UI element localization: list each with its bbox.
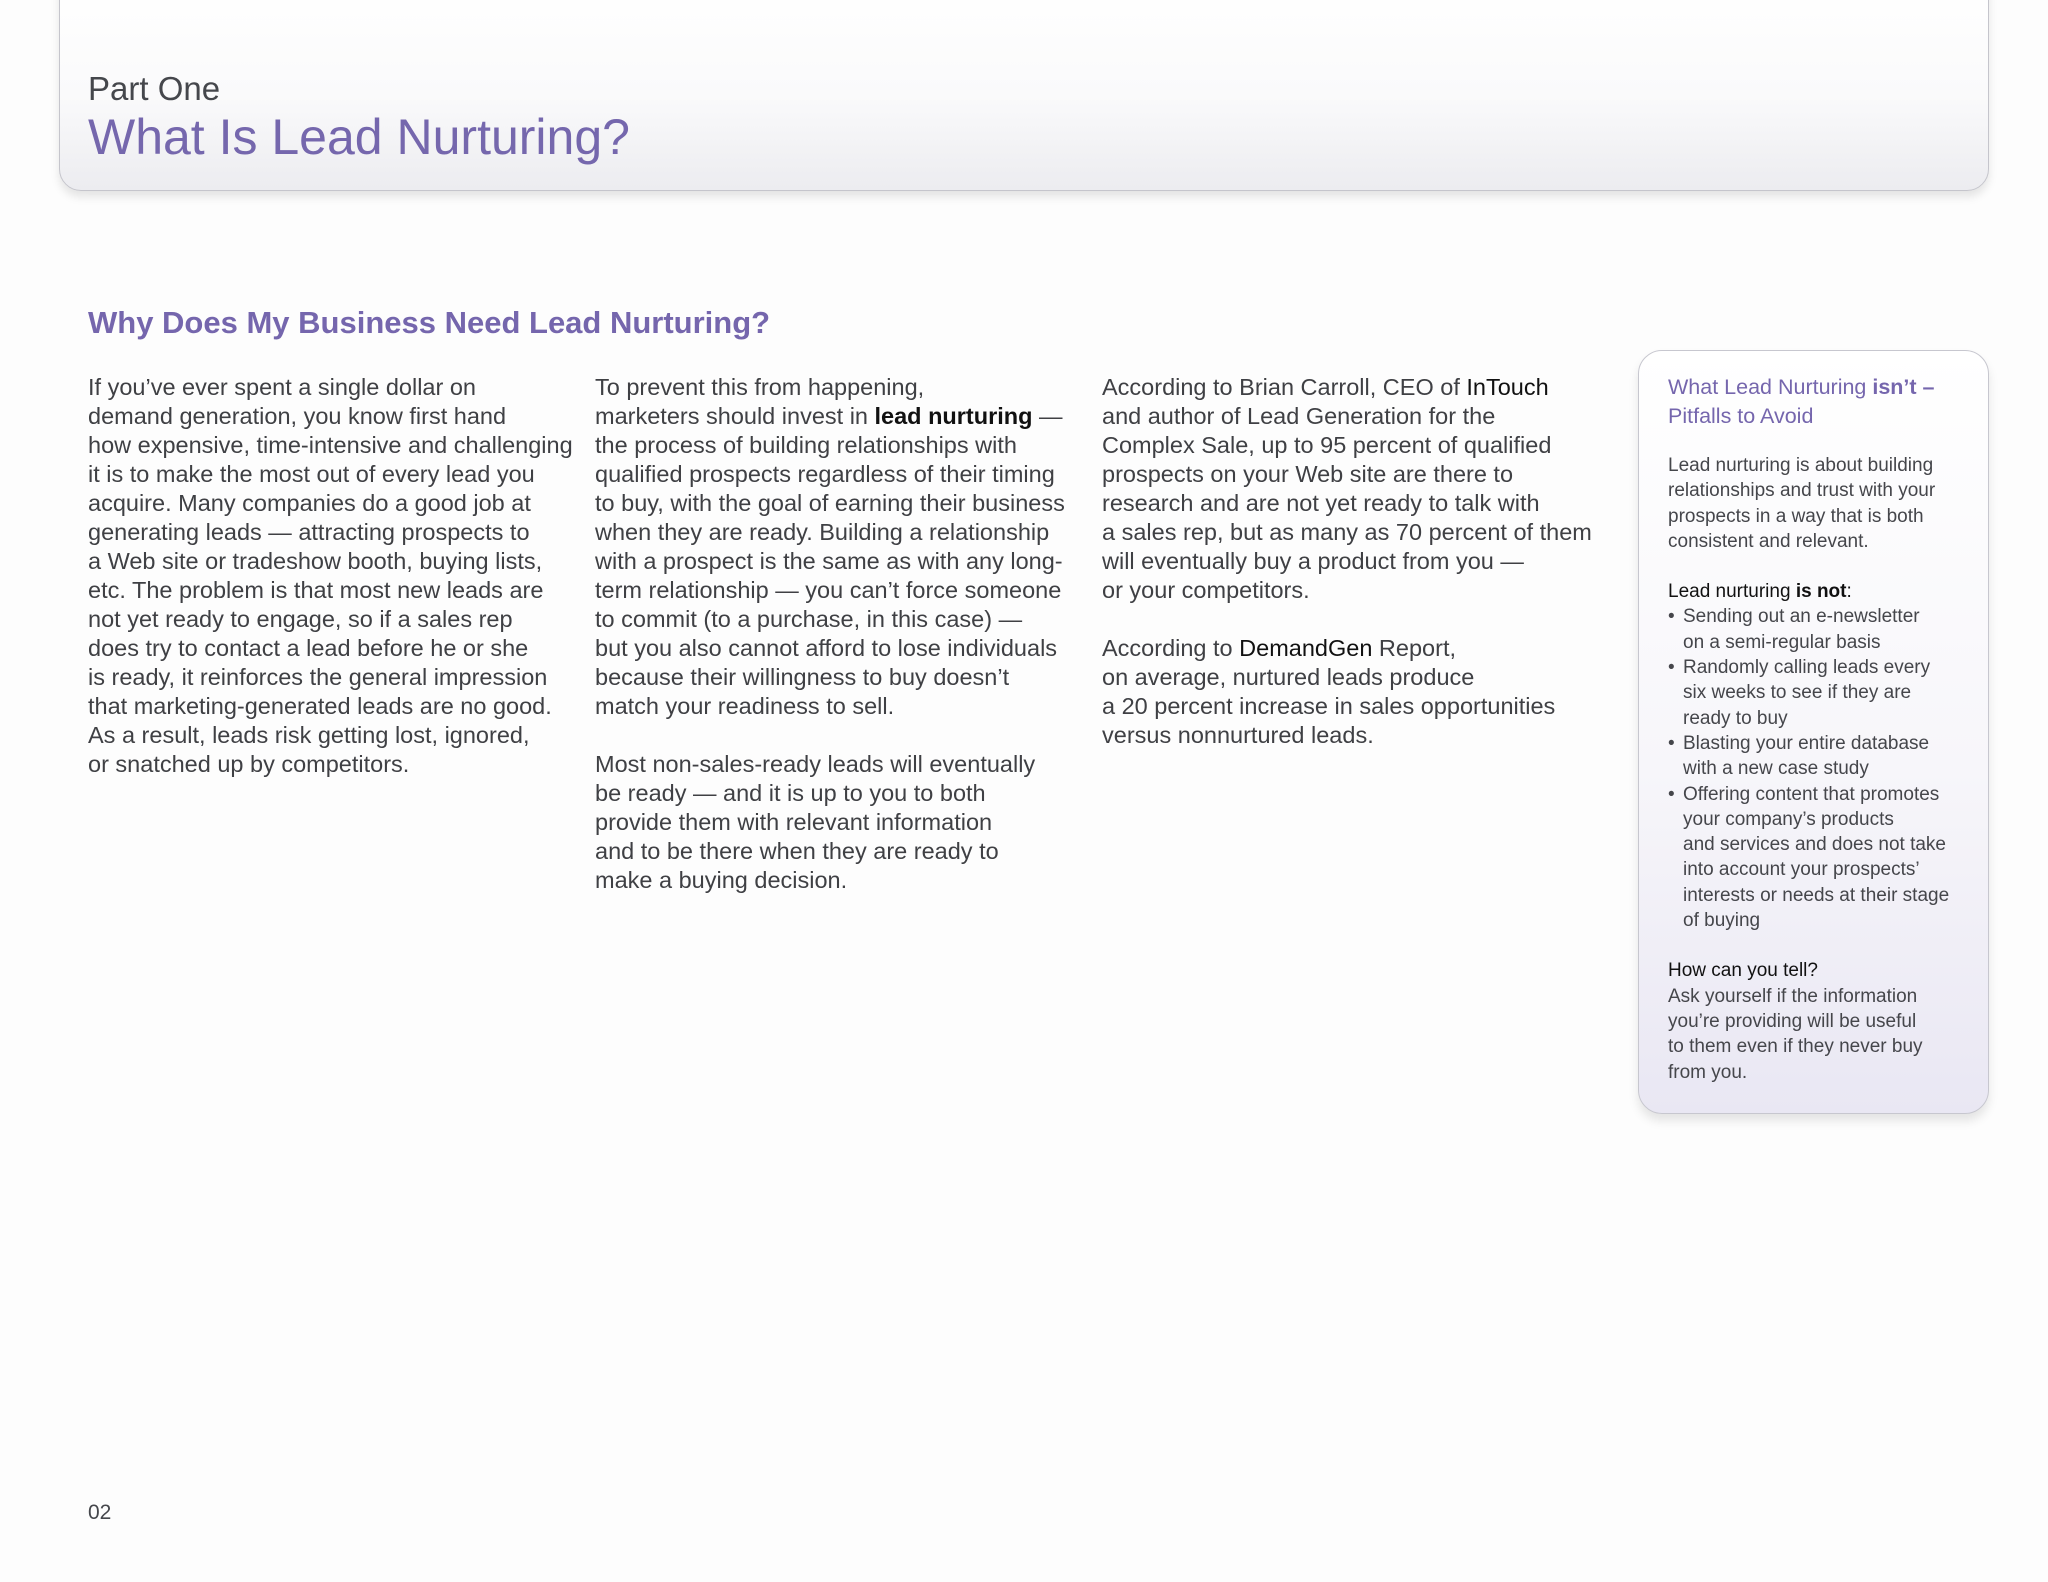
sidebar-is-not-label <box>1668 579 1966 604</box>
text-column-2 <box>595 373 1085 924</box>
is-not-lead: Lead nurturing <box>1668 581 1796 603</box>
column3-p1-lead: According to Brian Carroll, CEO of <box>1102 374 1467 400</box>
pitfalls-list <box>1668 604 1966 933</box>
sidebar-answer: Ask yourself if the information you’re providing will be useful to them even if they never buy from you. <box>1668 985 1923 1083</box>
sidebar-question: How can you tell? <box>1668 960 1818 982</box>
list-item: • Sending out an e-newsletter on a semi-regular basis <box>1668 604 1966 655</box>
column3-paragraph-1 <box>1102 373 1602 605</box>
list-item: • Offering content that promotes your company’s products and services and does not take into account your prospects’ interests or needs at their stage of buying <box>1668 782 1966 934</box>
sidebar-title-lead: What Lead Nurturing <box>1668 375 1873 399</box>
sidebar-title <box>1668 373 1966 431</box>
column3-paragraph-2 <box>1102 634 1602 750</box>
sidebar-title-emphasis: isn’t – <box>1872 375 1935 399</box>
list-item: • Randomly calling leads every six weeks to see if they are ready to buy <box>1668 655 1966 731</box>
list-item: • Blasting your entire database with a new case study <box>1668 731 1966 782</box>
demandgen-company-name: DemandGen <box>1239 635 1373 661</box>
intouch-company-name: InTouch <box>1466 374 1549 400</box>
column3-p2-rest: Report, on average, nurtured leads produce a 20 percent increase in sales opportunities versus nonnurtured leads. <box>1102 635 1556 748</box>
page-number: 02 <box>88 1501 112 1524</box>
column1-paragraph: If you’ve ever spent a single dollar on demand generation, you know first hand how expensive, time-intensive and challenging it is to make the most out of every lead you acquire. Many companies do a good job at generating leads — attracting prospects to a Web site or tradeshow booth, buying lists, etc. The problem is that most new leads are not yet ready to engage, so if a sales rep does try to contact a lead before he or she is ready, it reinforces the general impression that marketing-generated leads are no good. As a result, leads risk getting lost, ignored, or snatched up by competitors. <box>88 374 573 777</box>
text-column-1 <box>88 373 588 808</box>
text-column-3 <box>1102 373 1602 779</box>
column2-p1-lead: To prevent this from happening, marketers should invest in <box>595 374 925 429</box>
column3-p2-lead: According to <box>1102 635 1240 661</box>
sidebar-intro: Lead nurturing is about building relationships and trust with your prospects in a way that is both consistent and relevant. <box>1668 455 1936 552</box>
column2-p1-rest: — the process of building relationships with qualified prospects regardless of their timing to buy, with the goal of earning their business when they are ready. Building a relationship with a prospect is the same as with any long- term relationship — you can’t force someone to commit (to a purchase, in this case) — but you also cannot afford to lose individuals because their willingness to buy doesn’t match your readiness to sell. <box>595 403 1065 719</box>
column2-paragraph-2: Most non-sales-ready leads will eventually be ready — and it is up to you to both provide them with relevant information and to be there when they are ready to make a buying decision. <box>595 751 1036 893</box>
sidebar-title-rest: Pitfalls to Avoid <box>1668 404 1814 428</box>
column2-paragraph-1 <box>595 373 1085 721</box>
is-not-emphasis: is not <box>1795 581 1847 603</box>
column3-p1-rest: and author of Lead Generation for the Complex Sale, up to 95 percent of qualified prospects on your Web site are there to research and are not yet ready to talk with a sales rep, but as many as 70 percent of them will eventually buy a product from you — or your competitors. <box>1102 403 1592 603</box>
is-not-colon: : <box>1846 581 1852 603</box>
section-heading: Why Does My Business Need Lead Nurturing? <box>88 305 771 340</box>
lead-nurturing-term: lead nurturing <box>874 403 1033 429</box>
pitfalls-sidebar <box>1638 350 1989 1114</box>
page-title: What Is Lead Nurturing? <box>88 109 630 165</box>
part-label: Part One <box>88 70 221 107</box>
